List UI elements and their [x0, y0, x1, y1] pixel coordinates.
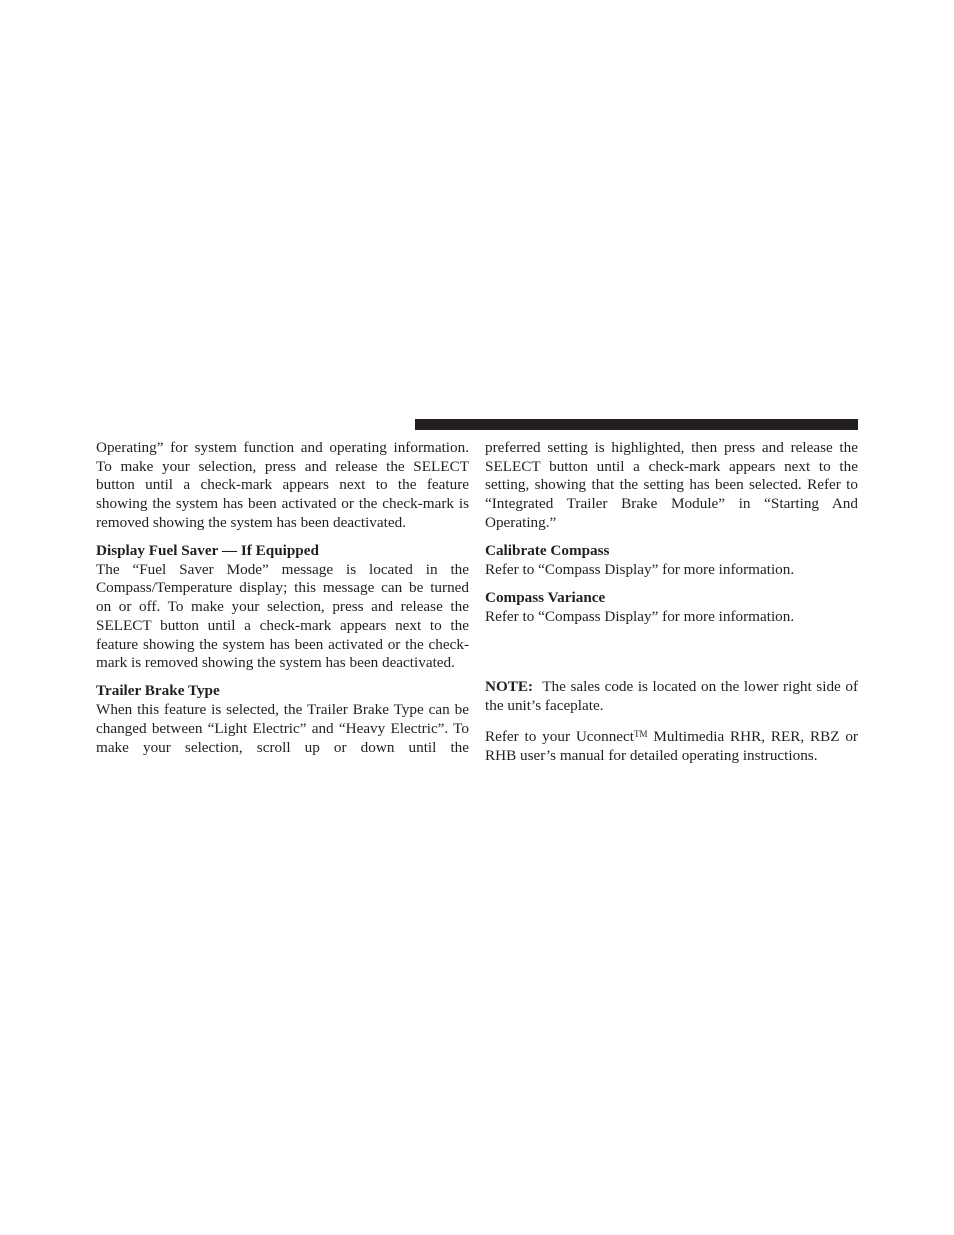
right-column — [485, 439, 858, 766]
note-text: The sales code is located on the lower right side of the unit’s faceplate. — [485, 678, 859, 715]
trademark-symbol: TM — [634, 729, 648, 740]
fuel-saver-heading: Display Fuel Saver — If Equipped — [96, 542, 319, 560]
trailer-brake-body: When this feature is selected, the Trailer Brake Type can be changed between “Light Electric” and “Heavy Electric”. To make your selection, scroll up or down until the — [96, 701, 469, 756]
uconnect-paragraph — [485, 725, 858, 765]
calibrate-compass-heading: Calibrate Compass — [485, 542, 610, 560]
fuel-saver-body: The “Fuel Saver Mode” message is located in the Compass/Temperature display; this message can be turned on or off. To make your selection, press and release the SELECT button until a check-mark appears next to the feature showing the system has been activated or the check-mark is removed showing the system has been deactivated. — [96, 560, 469, 672]
uconnect-text-before: Refer to your Uconnect — [485, 728, 635, 746]
compass-variance-body: Refer to “Compass Display” for more information. — [485, 607, 795, 625]
uconnect-text-after: Multimedia RHR, RER, RBZ or RHB user’s manual for detailed operating instructions. — [485, 728, 858, 764]
note-paragraph — [485, 678, 858, 715]
continued-paragraph: preferred setting is highlighted, then press and release the SELECT button until a check-mark appears next to the setting, showing that the setting has been selected. Refer to “Integrated Trailer Brake Module” in “Starting And Operating.” — [485, 439, 858, 531]
calibrate-compass-body: Refer to “Compass Display” for more information. — [485, 560, 795, 578]
note-label: NOTE: — [485, 678, 534, 696]
intro-paragraph: Operating” for system function and operating information. To make your selection, press and release the SELECT button until a check-mark appears next to the feature showing the system has been activated or the check-mark is removed showing the system has been deactivated. — [96, 439, 469, 531]
section-header-bar — [415, 419, 858, 430]
left-column — [96, 439, 469, 757]
compass-variance-heading: Compass Variance — [485, 588, 606, 606]
trailer-brake-heading: Trailer Brake Type — [96, 682, 220, 700]
